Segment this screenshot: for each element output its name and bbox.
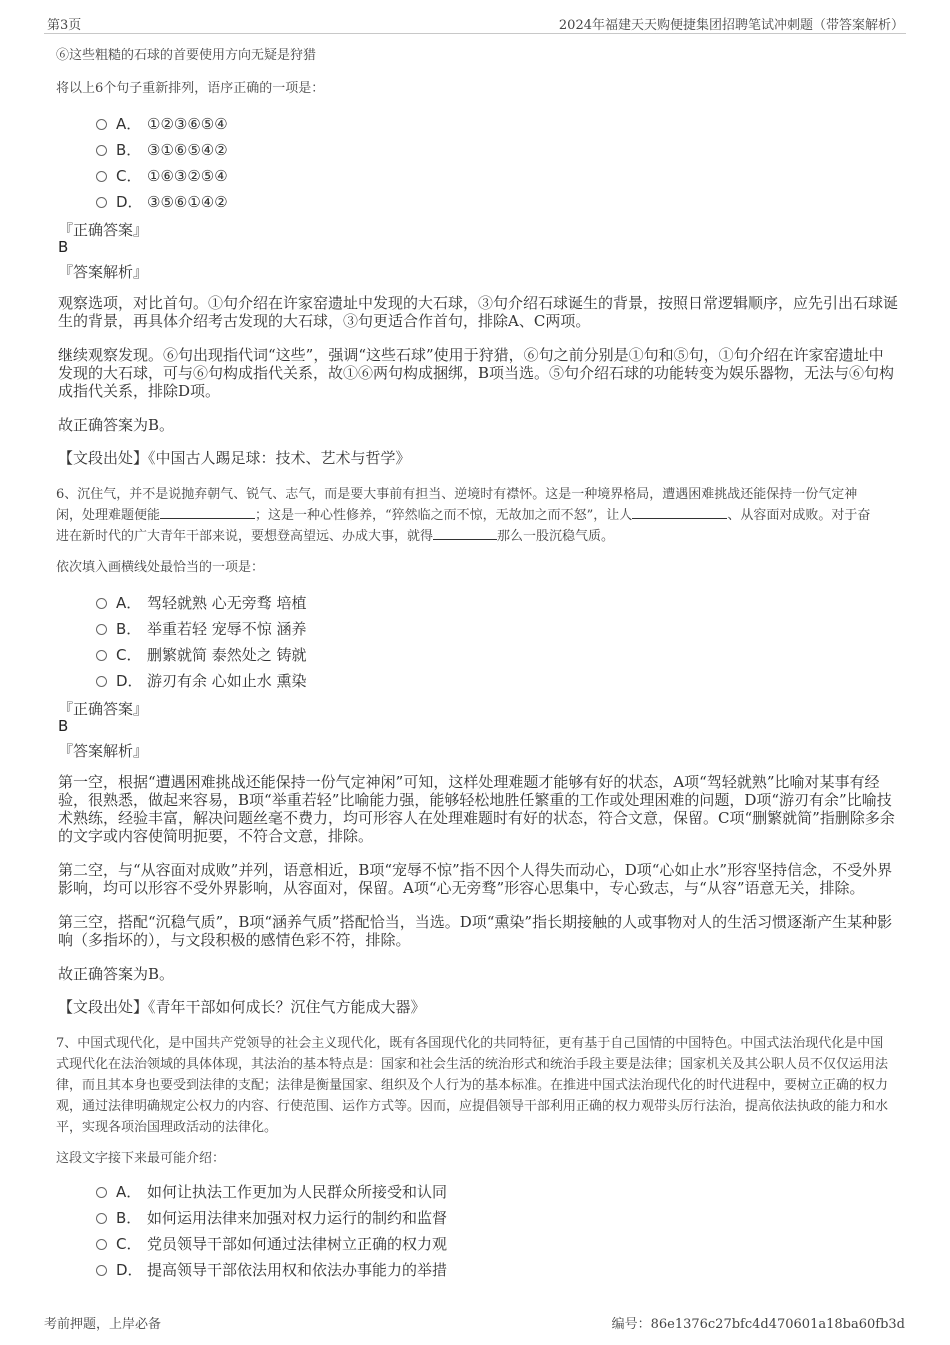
q7-option-d[interactable]	[96, 1257, 447, 1283]
option-letter: D．	[116, 193, 143, 211]
option-text: 如何让执法工作更加为人民群众所接受和认同	[147, 1183, 448, 1201]
option-letter: C．	[116, 167, 142, 185]
q5-analysis-paragraph: 观察选项，对比首句。①句介绍在许家窑遗址中发现的大石球，③句介绍石球诞生的背景，按照日常逻辑顺序，应先引出石球诞生的背景，再具体介绍考古发现的大石球，③句更适合作首句，排除A、C两项。	[58, 294, 899, 330]
q7-stem: 7、中国式现代化，是中国共产党领导的社会主义现代化，既有各国现代化的共同特征，更有基于自己国情的中国特色。中国式法治现代化是中国式现代化在法治领域的具体体现，其法治的基本特点是：国家和社会生活的统治形式和统治手段主要是法律；国家机关及其公职人员不仅仅运用法律，而且其本身也要受到法律的支配；法律是衡量国家、组织及个人行为的基本标准。在推进中国式法治现代化的时代进程中，要树立正确的权力观，通过法律明确规定公权力的内容、行使范围、运作方式等。因而，应提倡领导干部利用正确的权力观带头厉行法治，提高依法执政的能力和水平，实现各项治国理政活动的法律化。	[56, 1036, 889, 1135]
q6-option-a[interactable]	[96, 590, 307, 616]
radio-icon[interactable]	[96, 1187, 107, 1198]
q5-prompt: 将以上6个句子重新排列，语序正确的一项是：	[56, 81, 325, 96]
option-text: 驾轻就熟 心无旁骛 培植	[147, 594, 307, 612]
q5-analysis-conclusion: 故正确答案为B。	[58, 416, 175, 434]
q6-stem-line	[56, 526, 896, 547]
option-text: ③⑤⑥①④②	[147, 193, 228, 211]
radio-icon[interactable]	[96, 1213, 107, 1224]
option-letter: C．	[116, 646, 142, 664]
option-letter: A．	[116, 1183, 142, 1201]
q6-stem-line: 6、沉住气，并不是说抛弃朝气、锐气、志气，而是要大事前有担当、逆境时有襟怀。这是一种境界格局，遭遇困难挑战还能保持一份气定神	[56, 487, 858, 502]
option-letter: A．	[116, 115, 142, 133]
q6-stem-text: 那么一股沉稳气质。	[497, 529, 615, 544]
q6-stem	[56, 484, 896, 547]
radio-icon[interactable]	[96, 1239, 107, 1250]
q5-option-a[interactable]	[96, 111, 228, 137]
radio-icon[interactable]	[96, 145, 107, 156]
q6-option-d[interactable]	[96, 668, 307, 694]
fill-blank-2	[632, 505, 727, 519]
q5-answer: B	[58, 238, 69, 256]
radio-icon[interactable]	[96, 624, 107, 635]
q6-option-c[interactable]	[96, 642, 307, 668]
q6-analysis-paragraph: 第一空，根据“遭遇困难挑战还能保持一份气定神闲”可知，这样处理难题才能够有好的状态，A项“驾轻就熟”比喻对某事有经验，很熟悉，做起来容易，B项“举重若轻”比喻能力强，能够轻松地胜任繁重的工作或处理困难的问题，D项“游刃有余”比喻技术熟练，经验丰富，解决问题丝毫不费力，均可形容人在处理难题时有好的状态，符合文意，保留。C项“删繁就简”指删除多余的文字或内容使简明扼要，不符合文意，排除。	[58, 773, 895, 845]
option-text: 举重若轻 宠辱不惊 涵养	[147, 620, 307, 638]
q6-stem-text: 、从容面对成败。对于奋	[727, 508, 871, 523]
q5-source: 【文段出处】《中国古人踢足球：技术、艺术与哲学》	[58, 449, 411, 467]
q5-analysis-paragraph: 继续观察发现。⑥句出现指代词“这些”，强调“这些石球”使用于狩猎，⑥句之前分别是①句和⑤句，①句介绍在许家窑遗址中发现的大石球，可与⑥句构成指代关系，故①⑥两句构成捆绑，B项当选。⑤句介绍石球的功能转变为娱乐器物，无法与⑥句构成指代关系，排除D项。	[58, 346, 895, 400]
q7-option-a[interactable]	[96, 1179, 447, 1205]
q6-answer-label: 『正确答案』	[58, 700, 149, 718]
option-text: 删繁就简 泰然处之 铸就	[147, 646, 307, 664]
radio-icon[interactable]	[96, 676, 107, 687]
q6-analysis-paragraph: 第三空，搭配“沉稳气质”，B项“涵养气质”搭配恰当，当选。D项“熏染”指长期接触的人或事物对人的生活习惯逐渐产生某种影响（多指坏的），与文段积极的感情色彩不符，排除。	[58, 913, 893, 949]
q6-stem-text: 进在新时代的广大青年干部来说，要想登高望远、办成大事，就得	[56, 529, 434, 544]
q6-stem-line	[56, 505, 896, 526]
q6-source: 【文段出处】《青年干部如何成长？沉住气方能成大器》	[58, 998, 426, 1016]
q6-option-b[interactable]	[96, 616, 307, 642]
q5-sentence-6: ⑥这些粗糙的石球的首要使用方向无疑是狩猎	[56, 48, 317, 63]
footer-doc-id: 编号：86e1376c27bfc4d470601a18ba60fb3d	[611, 1317, 905, 1332]
option-text: ③①⑥⑤④②	[147, 141, 228, 159]
q6-answer: B	[58, 717, 69, 735]
q6-analysis-conclusion: 故正确答案为B。	[58, 965, 175, 983]
q5-option-b[interactable]	[96, 137, 228, 163]
option-letter: B．	[116, 620, 142, 638]
q5-option-c[interactable]	[96, 163, 228, 189]
q6-stem-text: 闲，处理难题便能	[56, 508, 161, 523]
q6-analysis-label: 『答案解析』	[58, 742, 149, 760]
header-divider	[44, 33, 906, 34]
radio-icon[interactable]	[96, 197, 107, 208]
radio-icon[interactable]	[96, 171, 107, 182]
q6-stem-text: ；这是一种心性修养，“猝然临之而不惊，无故加之而不怒”，让人	[255, 508, 633, 523]
fill-blank-3	[433, 526, 497, 540]
document-title: 2024年福建天天购便捷集团招聘笔试冲刺题（带答案解析）	[558, 18, 904, 33]
option-text: ①②③⑥⑤④	[147, 115, 228, 133]
option-letter: D．	[116, 1261, 143, 1279]
q5-analysis-label: 『答案解析』	[58, 263, 149, 281]
q5-answer-label: 『正确答案』	[58, 221, 149, 239]
radio-icon[interactable]	[96, 598, 107, 609]
radio-icon[interactable]	[96, 650, 107, 661]
q7-prompt: 这段文字接下来最可能介绍：	[56, 1151, 226, 1166]
page-number: 第3页	[47, 18, 82, 33]
option-text: 游刃有余 心如止水 熏染	[147, 672, 307, 690]
option-text: 如何运用法律来加强对权力运行的制约和监督	[147, 1209, 448, 1227]
option-text: 党员领导干部如何通过法律树立正确的权力观	[147, 1235, 448, 1253]
fill-blank-1	[160, 505, 255, 519]
q6-analysis-paragraph: 第二空，与“从容面对成败”并列，语意相近，B项“宠辱不惊”指不因个人得失而动心，D项“心如止水”形容坚持信念，不受外界影响，均可以形容不受外界影响，从容面对，保留。A项“心无旁骛”形容心思集中，专心致志，与“从容”语意无关，排除。	[58, 861, 893, 897]
radio-icon[interactable]	[96, 1265, 107, 1276]
q7-option-b[interactable]	[96, 1205, 447, 1231]
q6-prompt: 依次填入画横线处最恰当的一项是：	[56, 560, 265, 575]
q7-option-c[interactable]	[96, 1231, 447, 1257]
option-letter: B．	[116, 1209, 142, 1227]
option-text: ①⑥③②⑤④	[147, 167, 228, 185]
option-text: 提高领导干部依法用权和依法办事能力的举措	[147, 1261, 448, 1279]
option-letter: A．	[116, 594, 142, 612]
option-letter: C．	[116, 1235, 142, 1253]
option-letter: D．	[116, 672, 143, 690]
radio-icon[interactable]	[96, 119, 107, 130]
option-letter: B．	[116, 141, 142, 159]
q5-option-d[interactable]	[96, 189, 228, 215]
footer-slogan: 考前押题，上岸必备	[44, 1317, 162, 1332]
